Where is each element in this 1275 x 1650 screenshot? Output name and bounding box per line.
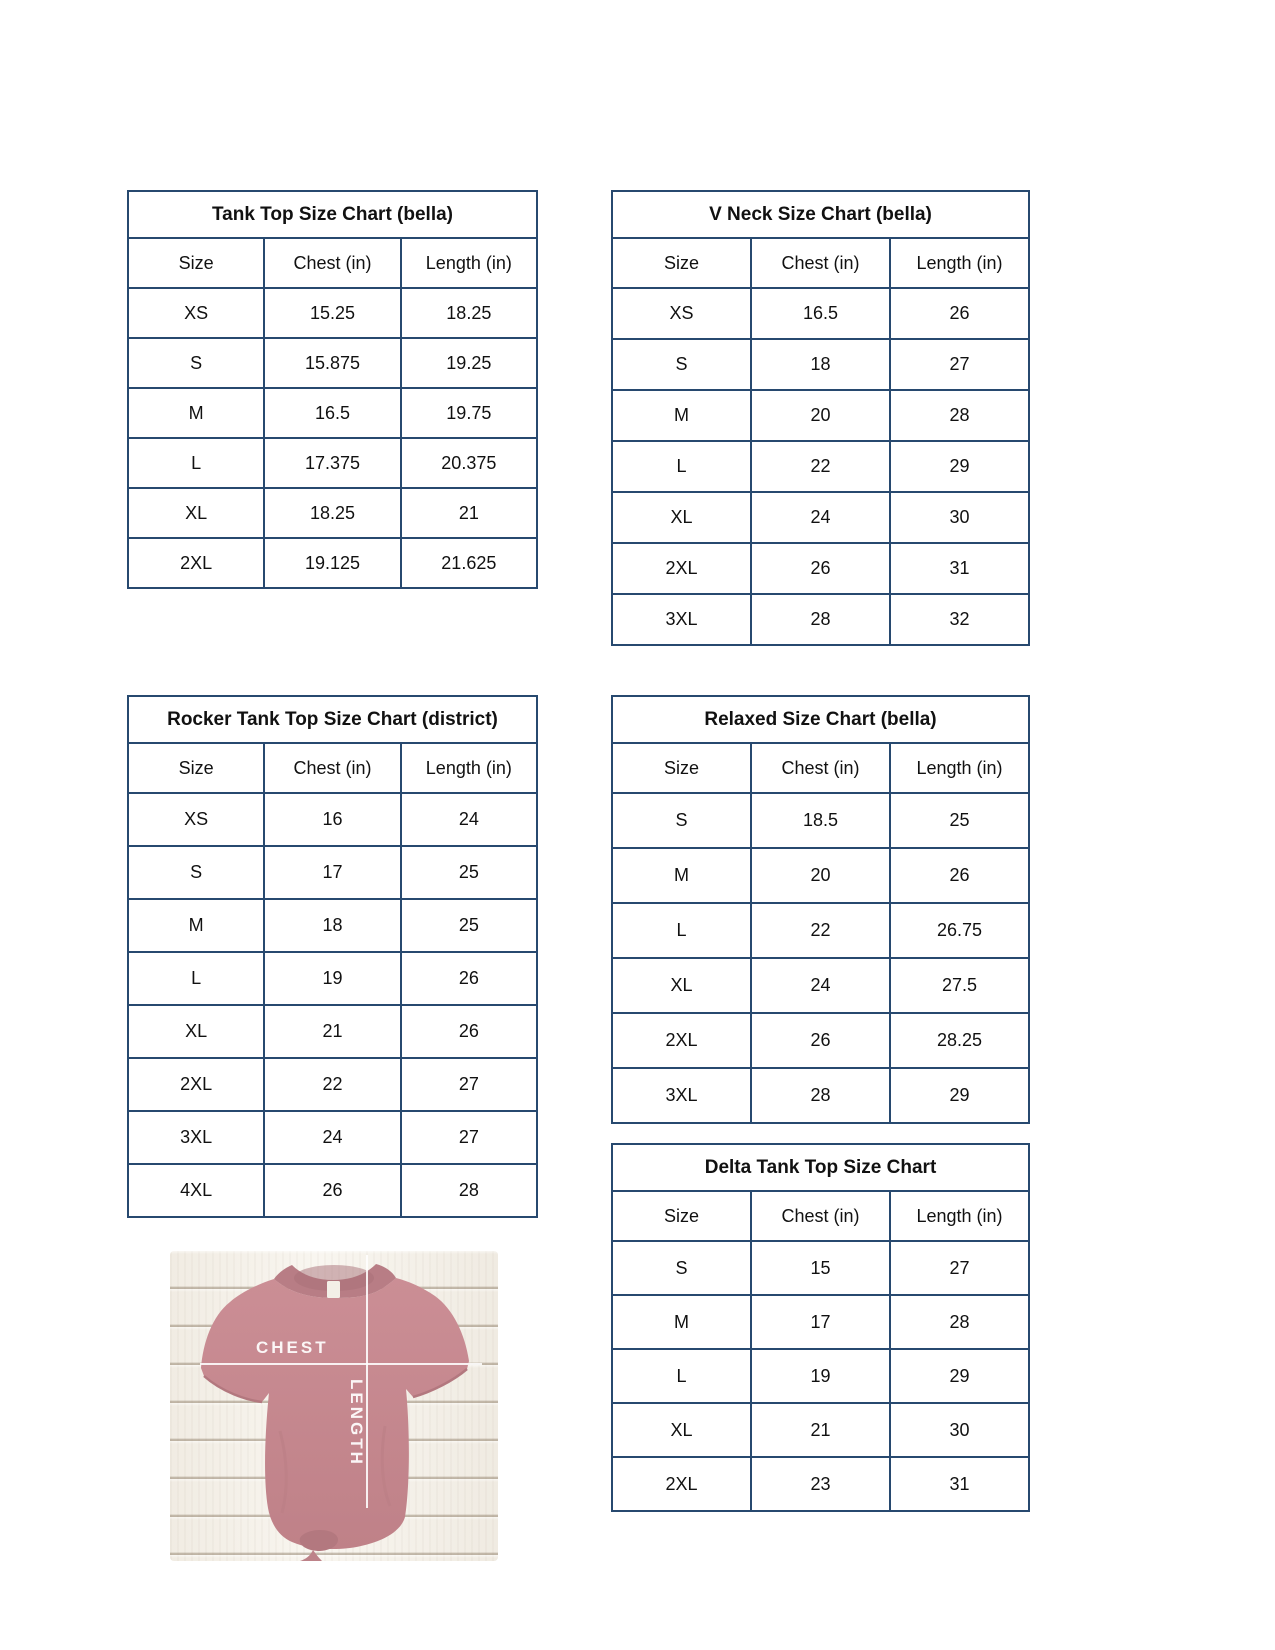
table-row xyxy=(128,1058,537,1111)
length-cell: 19.25 xyxy=(401,338,537,388)
column-header-size: Size xyxy=(612,1191,751,1241)
length-cell: 25 xyxy=(401,846,537,899)
table-row xyxy=(128,1005,537,1058)
table-row xyxy=(612,1349,1029,1403)
size-cell: XL xyxy=(612,1403,751,1457)
size-cell: XS xyxy=(128,288,264,338)
table-title: V Neck Size Chart (bella) xyxy=(612,191,1029,238)
delta-tank-top-size-chart xyxy=(611,1143,1030,1512)
size-cell: XS xyxy=(128,793,264,846)
column-header-size: Size xyxy=(128,743,264,793)
length-cell: 18.25 xyxy=(401,288,537,338)
size-cell: 4XL xyxy=(128,1164,264,1217)
table-title: Delta Tank Top Size Chart xyxy=(612,1144,1029,1191)
length-cell: 27 xyxy=(401,1058,537,1111)
chest-cell: 22 xyxy=(751,441,890,492)
table-row xyxy=(612,1295,1029,1349)
table-row xyxy=(128,388,537,438)
length-cell: 29 xyxy=(890,441,1029,492)
chest-cell: 20 xyxy=(751,390,890,441)
table-row xyxy=(612,1068,1029,1123)
column-header-length: Length (in) xyxy=(890,238,1029,288)
size-cell: M xyxy=(128,388,264,438)
length-cell: 27 xyxy=(890,1241,1029,1295)
table-row xyxy=(128,538,537,588)
chest-cell: 16 xyxy=(264,793,400,846)
length-cell: 32 xyxy=(890,594,1029,645)
length-label: LENGTH xyxy=(347,1379,366,1467)
chest-cell: 16.5 xyxy=(264,388,400,438)
tshirt-graphic xyxy=(170,1251,498,1561)
length-cell: 27.5 xyxy=(890,958,1029,1013)
size-cell: 2XL xyxy=(128,1058,264,1111)
chest-cell: 15 xyxy=(751,1241,890,1295)
size-cell: 2XL xyxy=(128,538,264,588)
size-cell: S xyxy=(612,793,751,848)
table-header-row xyxy=(612,743,1029,793)
table-header-row xyxy=(128,743,537,793)
chest-cell: 24 xyxy=(264,1111,400,1164)
size-cell: M xyxy=(612,390,751,441)
table-title: Tank Top Size Chart (bella) xyxy=(128,191,537,238)
table-row xyxy=(128,338,537,388)
chest-cell: 19 xyxy=(751,1349,890,1403)
column-header-chest: Chest (in) xyxy=(264,743,400,793)
chest-cell: 19.125 xyxy=(264,538,400,588)
chest-cell: 18 xyxy=(264,899,400,952)
v-neck-size-chart xyxy=(611,190,1030,646)
length-cell: 19.75 xyxy=(401,388,537,438)
column-header-chest: Chest (in) xyxy=(751,1191,890,1241)
length-cell: 30 xyxy=(890,1403,1029,1457)
size-cell: M xyxy=(128,899,264,952)
length-cell: 27 xyxy=(401,1111,537,1164)
length-cell: 26 xyxy=(401,952,537,1005)
relaxed-size-chart xyxy=(611,695,1030,1124)
table-row xyxy=(128,1111,537,1164)
column-header-length: Length (in) xyxy=(401,743,537,793)
table-row xyxy=(612,1457,1029,1511)
length-cell: 26 xyxy=(890,288,1029,339)
table-title: Relaxed Size Chart (bella) xyxy=(612,696,1029,743)
size-cell: L xyxy=(612,441,751,492)
tank-top-size-chart xyxy=(127,190,538,589)
table-row xyxy=(128,288,537,338)
rocker-tank-top-size-chart xyxy=(127,695,538,1218)
column-header-size: Size xyxy=(612,238,751,288)
chest-cell: 24 xyxy=(751,492,890,543)
table-row xyxy=(128,899,537,952)
length-cell: 26.75 xyxy=(890,903,1029,958)
length-cell: 30 xyxy=(890,492,1029,543)
size-cell: XL xyxy=(612,492,751,543)
chest-cell: 18.5 xyxy=(751,793,890,848)
table-row xyxy=(612,492,1029,543)
table-row xyxy=(612,903,1029,958)
size-cell: S xyxy=(612,1241,751,1295)
table-title: Rocker Tank Top Size Chart (district) xyxy=(128,696,537,743)
size-cell: 2XL xyxy=(612,543,751,594)
table-row xyxy=(612,594,1029,645)
column-header-chest: Chest (in) xyxy=(751,238,890,288)
table-row xyxy=(128,846,537,899)
chest-cell: 20 xyxy=(751,848,890,903)
chest-cell: 21 xyxy=(751,1403,890,1457)
length-measure-line xyxy=(366,1255,368,1508)
chest-measure-line xyxy=(200,1363,482,1365)
size-cell: 2XL xyxy=(612,1013,751,1068)
table-row xyxy=(612,1403,1029,1457)
neck-tag xyxy=(327,1281,340,1298)
length-cell: 21 xyxy=(401,488,537,538)
length-cell: 28 xyxy=(890,1295,1029,1349)
chest-cell: 15.25 xyxy=(264,288,400,338)
chest-cell: 26 xyxy=(264,1164,400,1217)
length-cell: 27 xyxy=(890,339,1029,390)
column-header-chest: Chest (in) xyxy=(264,238,400,288)
column-header-length: Length (in) xyxy=(890,743,1029,793)
table-row xyxy=(128,1164,537,1217)
table-header-row xyxy=(612,238,1029,288)
chest-cell: 22 xyxy=(751,903,890,958)
size-cell: XL xyxy=(128,1005,264,1058)
table-row xyxy=(128,952,537,1005)
length-cell: 28.25 xyxy=(890,1013,1029,1068)
chest-cell: 22 xyxy=(264,1058,400,1111)
length-cell: 26 xyxy=(890,848,1029,903)
length-cell: 31 xyxy=(890,543,1029,594)
size-cell: M xyxy=(612,848,751,903)
length-cell: 28 xyxy=(401,1164,537,1217)
column-header-length: Length (in) xyxy=(401,238,537,288)
chest-cell: 17 xyxy=(751,1295,890,1349)
chest-cell: 18.25 xyxy=(264,488,400,538)
chest-cell: 17.375 xyxy=(264,438,400,488)
column-header-chest: Chest (in) xyxy=(751,743,890,793)
table-row xyxy=(612,1241,1029,1295)
length-cell: 21.625 xyxy=(401,538,537,588)
chest-cell: 15.875 xyxy=(264,338,400,388)
chest-cell: 18 xyxy=(751,339,890,390)
chest-cell: 23 xyxy=(751,1457,890,1511)
chest-cell: 21 xyxy=(264,1005,400,1058)
length-cell: 20.375 xyxy=(401,438,537,488)
hem-knot-tail xyxy=(300,1550,322,1561)
length-cell: 28 xyxy=(890,390,1029,441)
size-cell: S xyxy=(612,339,751,390)
column-header-size: Size xyxy=(612,743,751,793)
size-cell: L xyxy=(128,952,264,1005)
chest-cell: 19 xyxy=(264,952,400,1005)
size-cell: XS xyxy=(612,288,751,339)
size-cell: 2XL xyxy=(612,1457,751,1511)
column-header-size: Size xyxy=(128,238,264,288)
length-cell: 26 xyxy=(401,1005,537,1058)
table-row xyxy=(128,438,537,488)
size-cell: M xyxy=(612,1295,751,1349)
table-row xyxy=(612,958,1029,1013)
table-row xyxy=(612,441,1029,492)
table-header-row xyxy=(128,238,537,288)
length-cell: 25 xyxy=(401,899,537,952)
length-cell: 31 xyxy=(890,1457,1029,1511)
size-cell: L xyxy=(612,1349,751,1403)
table-row xyxy=(612,339,1029,390)
chest-cell: 26 xyxy=(751,1013,890,1068)
length-cell: 29 xyxy=(890,1349,1029,1403)
tshirt-measurement-photo xyxy=(170,1251,498,1561)
length-cell: 29 xyxy=(890,1068,1029,1123)
size-cell: XL xyxy=(128,488,264,538)
table-row xyxy=(128,793,537,846)
table-row xyxy=(612,848,1029,903)
table-header-row xyxy=(612,1191,1029,1241)
column-header-length: Length (in) xyxy=(890,1191,1029,1241)
table-row xyxy=(612,1013,1029,1068)
chest-cell: 28 xyxy=(751,594,890,645)
size-cell: 3XL xyxy=(612,1068,751,1123)
table-row xyxy=(612,793,1029,848)
table-row xyxy=(612,390,1029,441)
chest-cell: 16.5 xyxy=(751,288,890,339)
length-cell: 24 xyxy=(401,793,537,846)
size-cell: XL xyxy=(612,958,751,1013)
table-row xyxy=(612,288,1029,339)
size-cell: L xyxy=(612,903,751,958)
size-cell: S xyxy=(128,338,264,388)
size-cell: L xyxy=(128,438,264,488)
length-cell: 25 xyxy=(890,793,1029,848)
size-cell: 3XL xyxy=(128,1111,264,1164)
chest-cell: 24 xyxy=(751,958,890,1013)
table-row xyxy=(612,543,1029,594)
size-cell: S xyxy=(128,846,264,899)
chest-cell: 17 xyxy=(264,846,400,899)
table-row xyxy=(128,488,537,538)
chest-cell: 26 xyxy=(751,543,890,594)
size-cell: 3XL xyxy=(612,594,751,645)
chest-label: CHEST xyxy=(256,1338,329,1357)
tshirt-body xyxy=(201,1278,469,1549)
chest-cell: 28 xyxy=(751,1068,890,1123)
